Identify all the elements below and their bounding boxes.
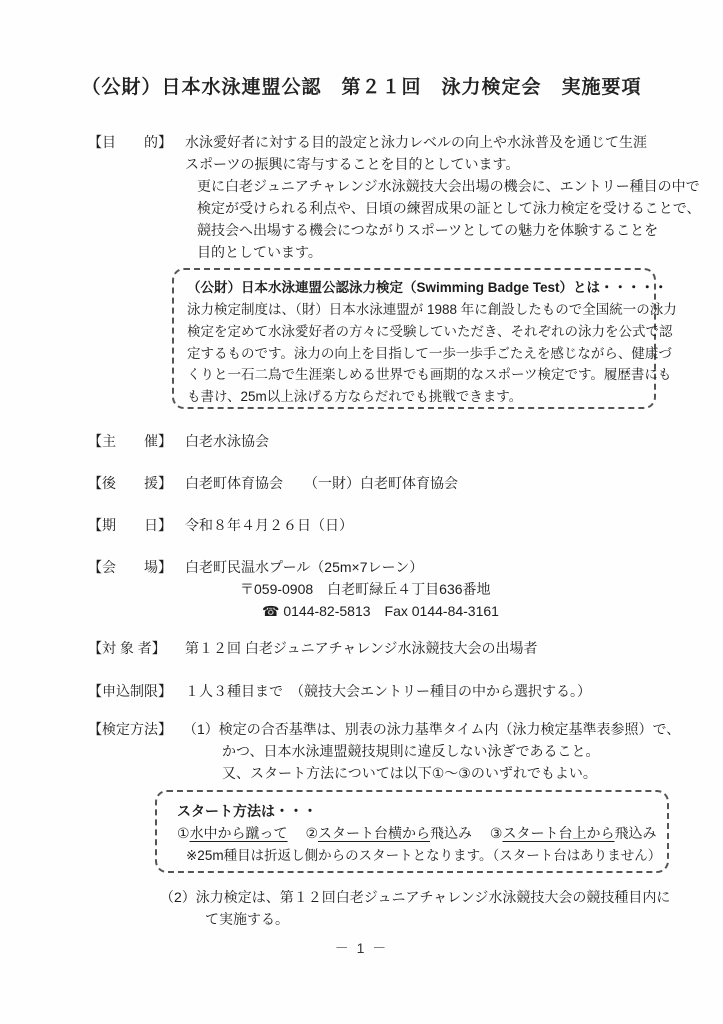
start-box-options bbox=[177, 822, 667, 845]
purpose-label: 【目 的】 bbox=[88, 134, 172, 150]
section-date bbox=[88, 514, 353, 536]
section-venue bbox=[88, 556, 423, 578]
badge-box-line-3: 定するものです。泳力の向上を目指して一歩一歩手ごたえを感じながら、健康づ bbox=[187, 345, 672, 361]
section-host bbox=[88, 430, 269, 452]
badge-box-title: （公財）日本水泳連盟公認泳力検定（Swimming Badge Test）とは・・・・・ bbox=[187, 280, 668, 295]
support-label: 【後 援】 bbox=[88, 475, 172, 491]
limit-value: １人３種目まで （競技大会エントリー種目の中から選択する。） bbox=[185, 683, 591, 699]
support-value: 白老町体育協会 （一財）白老町体育協会 bbox=[185, 475, 458, 491]
venue-name: 白老町民温水プール（25m×7レーン） bbox=[185, 559, 424, 575]
badge-box-line-2: 検定を定めて水泳愛好者の方々に受験していただき、それぞれの泳力を公式で認 bbox=[187, 323, 673, 339]
venue-phone: 0144-82-5813 Fax 0144-84-3161 bbox=[283, 603, 499, 619]
badge-box-line-4: くりと一石二鳥で生涯楽しめる世界でも画期的なスポーツ検定です。履歴書にも bbox=[187, 367, 672, 383]
circled-2-icon: ② bbox=[305, 825, 319, 841]
venue-label: 【会 場】 bbox=[88, 559, 172, 575]
purpose-line-2: スポーツの振興に寄与することを目的としています。 bbox=[185, 156, 520, 172]
date-label: 【期 日】 bbox=[88, 517, 172, 533]
section-purpose bbox=[88, 131, 647, 153]
target-label: 【対 象 者】 bbox=[88, 640, 166, 656]
purpose-line-1: 水泳愛好者に対する目的設定と泳力レベルの向上や水泳普及を通じて生涯 bbox=[185, 134, 647, 150]
start-box-note: ※25m種目は折返し側からのスタートとなります。（スタート台はありません） bbox=[186, 848, 662, 863]
page-number: － 1 － bbox=[334, 940, 389, 956]
circled-3-icon: ③ bbox=[489, 825, 503, 841]
start-option-2: ②スタート台横から飛込み bbox=[305, 825, 473, 841]
target-value: 第１２回 白老ジュニアチャレンジ水泳競技大会の出場者 bbox=[185, 640, 538, 656]
method-line-2: かつ、日本水泳連盟競技規則に違反しない泳ぎであること。 bbox=[222, 743, 600, 759]
start-option-1: ①水中から蹴って bbox=[177, 825, 288, 841]
page-title: （公財）日本水泳連盟公認 第２１回 泳力検定会 実施要項 bbox=[81, 77, 642, 98]
host-label: 【主 催】 bbox=[88, 433, 172, 449]
circled-1-icon: ① bbox=[177, 825, 190, 841]
start-option-3: ③スタート台上から飛込み bbox=[489, 825, 657, 841]
start-method-box bbox=[155, 790, 669, 873]
method2-line-2: て実施する。 bbox=[205, 911, 289, 927]
badge-test-box bbox=[172, 268, 677, 409]
method-line-1: （1）検定の合否基準は、別表の泳力基準タイム内（泳力検定基準表参照）で、 bbox=[183, 721, 681, 737]
method-line-3: 又、スタート方法については以下①～③のいずれでもよい。 bbox=[222, 765, 597, 781]
method2-line-1: （2）泳力検定は、第１２回白老ジュニアチャレンジ水泳競技大会の競技種目内に bbox=[160, 889, 671, 905]
phone-icon: ☎ bbox=[262, 603, 280, 619]
purpose-line-6: 目的としています。 bbox=[197, 244, 322, 260]
start-box-title: スタート方法は・・・ bbox=[177, 803, 317, 819]
host-value: 白老水泳協会 bbox=[185, 433, 269, 449]
date-value: 令和８年４月２６日（日） bbox=[185, 517, 353, 533]
purpose-line-4: 検定が受けられる利点や、日頃の練習成果の証として泳力検定を受けることで、 bbox=[197, 200, 701, 216]
section-target bbox=[88, 637, 538, 659]
badge-box-line-1: 泳力検定制度は、（財）日本水泳連盟が 1988 年に創設したもので全国統一の泳力 bbox=[187, 302, 677, 317]
venue-address: 〒059-0908 白老町緑丘４丁目636番地 bbox=[240, 581, 491, 597]
section-support bbox=[88, 472, 458, 494]
badge-box-line-5: も書け、25m以上泳げる方ならだれでも挑戦できます。 bbox=[187, 389, 523, 405]
venue-phone-line bbox=[262, 600, 499, 622]
purpose-line-5: 競技会へ出場する機会につながりスポーツとしての魅力を体験することを bbox=[197, 222, 659, 238]
method-label: 【検定方法】 bbox=[88, 721, 172, 737]
purpose-line-3: 更に白老ジュニアチャレンジ水泳競技大会出場の機会に、エントリー種目の中で bbox=[197, 178, 700, 194]
section-limit bbox=[88, 680, 591, 702]
section-method bbox=[88, 718, 680, 740]
limit-label: 【申込制限】 bbox=[88, 683, 172, 699]
